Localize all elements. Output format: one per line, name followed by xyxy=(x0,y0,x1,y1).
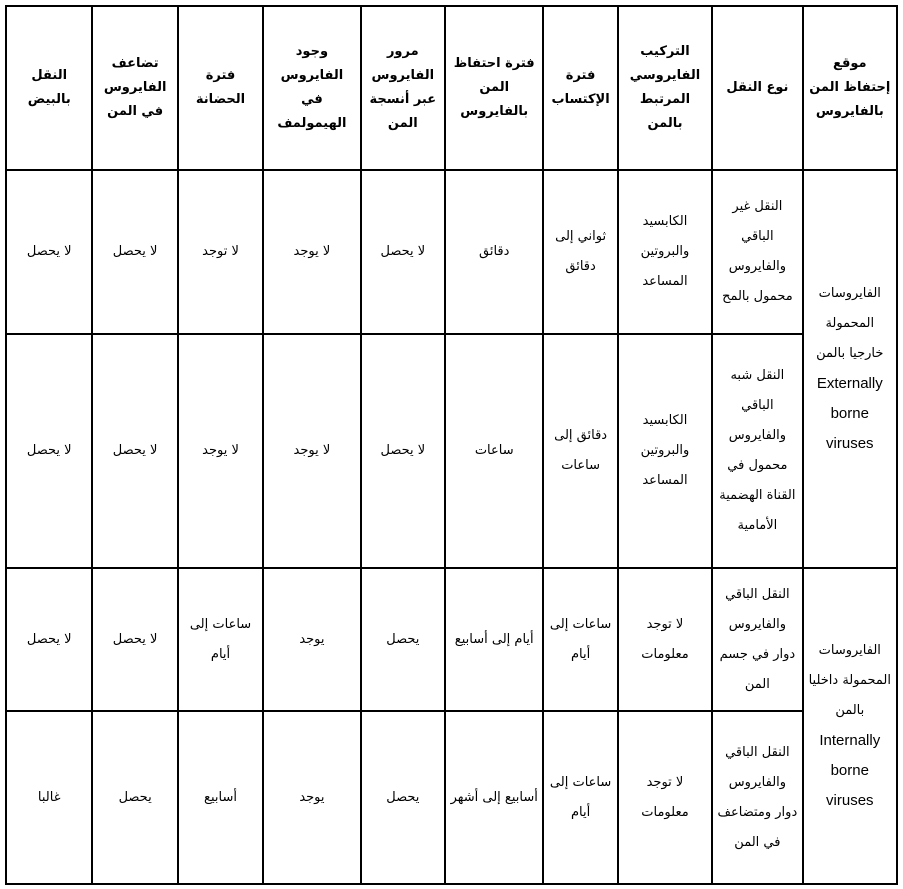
cell-acquisition-period: ساعات إلى أيام xyxy=(543,568,617,711)
header-egg-transmission: النقل بالبيض xyxy=(6,6,92,170)
header-row xyxy=(6,6,897,170)
table-row xyxy=(6,170,897,334)
cell-replication: يحصل xyxy=(92,711,177,884)
cell-retention-period: ساعات xyxy=(445,334,543,568)
cell-transmission-type: النقل شبه الباقي والفايروس محمول في القناة الهضمية الأمامية xyxy=(712,334,802,568)
header-tissue-passage: مرور الفايروس عبر أنسجة المن xyxy=(361,6,445,170)
table-row xyxy=(6,568,897,711)
cell-transmission-type: النقل غير الباقي والفايروس محمول بالمح xyxy=(712,170,802,334)
cell-egg-transmission: لا يحصل xyxy=(6,568,92,711)
header-viral-component: التركيب الفايروسي المرتبط بالمن xyxy=(618,6,712,170)
cell-hemolymph: يوجد xyxy=(263,711,360,884)
cell-hemolymph: يوجد xyxy=(263,568,360,711)
cell-egg-transmission: لا يحصل xyxy=(6,334,92,568)
cell-viral-component: لا توجد معلومات xyxy=(618,711,712,884)
cell-hemolymph: لا يوجد xyxy=(263,334,360,568)
group-cell-internal xyxy=(803,568,897,884)
cell-hemolymph: لا يوجد xyxy=(263,170,360,334)
cell-tissue-passage: لا يحصل xyxy=(361,334,445,568)
cell-acquisition-period: دقائق إلى ساعات xyxy=(543,334,617,568)
cell-acquisition-period: ساعات إلى أيام xyxy=(543,711,617,884)
cell-incubation: لا توجد xyxy=(178,170,263,334)
header-acquisition-period: فترة الإكتساب xyxy=(543,6,617,170)
group-label-ar: الفايروسات المحمولة داخليا بالمن xyxy=(808,643,891,719)
cell-replication: لا يحصل xyxy=(92,334,177,568)
cell-egg-transmission: غالبا xyxy=(6,711,92,884)
cell-transmission-type: النقل الباقي والفايروس دوار ومتضاعف في المن xyxy=(712,711,802,884)
group-cell-external xyxy=(803,170,897,568)
cell-tissue-passage: يحصل xyxy=(361,711,445,884)
cell-incubation: لا يوجد xyxy=(178,334,263,568)
header-hemolymph: وجود الفايروس في الهيمولمف xyxy=(263,6,360,170)
cell-incubation: ساعات إلى أيام xyxy=(178,568,263,711)
cell-incubation: أسابيع xyxy=(178,711,263,884)
header-transmission-type: نوع النقل xyxy=(712,6,802,170)
cell-retention-period: أسابيع إلى أشهر xyxy=(445,711,543,884)
group-label-en: Internally borne viruses xyxy=(819,732,881,810)
cell-viral-component: الكابسيد والبروتين المساعد xyxy=(618,334,712,568)
table-row xyxy=(6,711,897,884)
header-replication: تضاعف الفايروس في المن xyxy=(92,6,177,170)
cell-retention-period: أيام إلى أسابيع xyxy=(445,568,543,711)
cell-viral-component: لا توجد معلومات xyxy=(618,568,712,711)
cell-acquisition-period: ثواني إلى دقائق xyxy=(543,170,617,334)
cell-transmission-type: النقل الباقي والفايروس دوار في جسم المن xyxy=(712,568,802,711)
cell-tissue-passage: يحصل xyxy=(361,568,445,711)
cell-replication: لا يحصل xyxy=(92,568,177,711)
header-location: موقع إحتفاظ المن بالفايروس xyxy=(803,6,897,170)
table-row xyxy=(6,334,897,568)
header-retention-period: فترة احتفاظ المن بالفايروس xyxy=(445,6,543,170)
virus-transmission-table xyxy=(5,5,898,885)
cell-replication: لا يحصل xyxy=(92,170,177,334)
group-label-ar: الفايروسات المحمولة خارجيا بالمن xyxy=(816,286,884,362)
header-incubation: فترة الحضانة xyxy=(178,6,263,170)
cell-tissue-passage: لا يحصل xyxy=(361,170,445,334)
cell-egg-transmission: لا يحصل xyxy=(6,170,92,334)
cell-viral-component: الكابسيد والبروتين المساعد xyxy=(618,170,712,334)
group-label-en: Externally borne viruses xyxy=(816,375,883,453)
cell-retention-period: دقائق xyxy=(445,170,543,334)
